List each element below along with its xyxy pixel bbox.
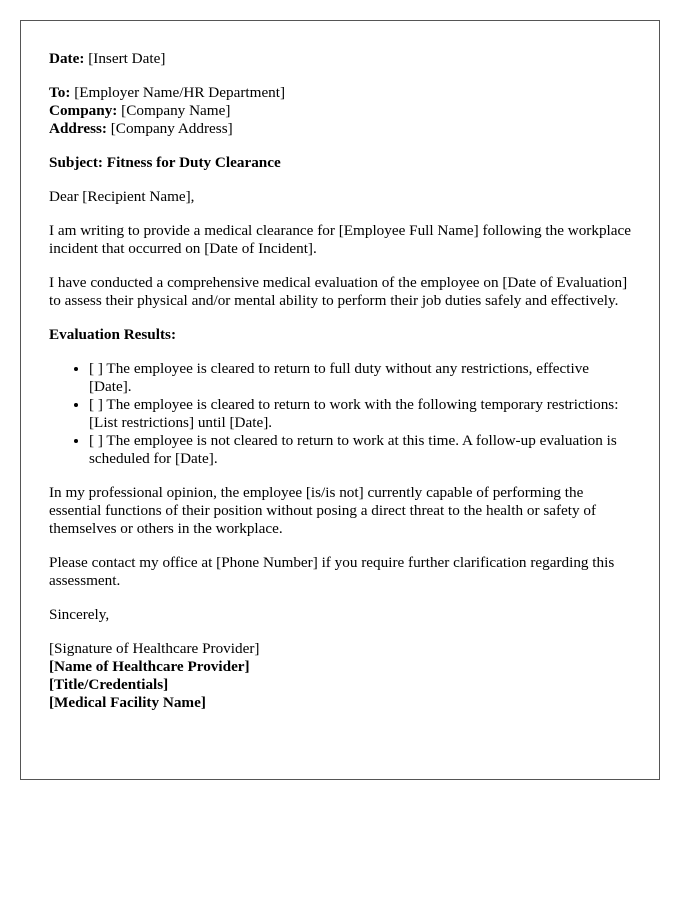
company-label: Company: <box>49 102 118 119</box>
opinion-paragraph: In my professional opinion, the employee [is/is not] currently capable of performing the essential functions of their position without posing a direct threat to the health or safety of themselves or others in the workplace. <box>49 484 597 537</box>
date-line <box>49 50 631 68</box>
provider-name-line <box>49 658 631 676</box>
result-item-full-duty: • [ ] The employee is cleared to return to full duty without any restrictions, effective [Date]. <box>89 360 631 396</box>
sign-off: Sincerely, <box>49 606 110 623</box>
signature-block <box>49 640 631 712</box>
to-value: [Employer Name/HR Department] <box>74 84 286 101</box>
subject-text: Subject: Fitness for Duty Clearance <box>49 154 281 171</box>
to-label: To: <box>49 84 71 101</box>
letter-page <box>20 20 660 780</box>
signature-line: [Signature of Healthcare Provider] <box>49 640 260 657</box>
company-line <box>49 102 631 120</box>
results-heading <box>49 326 631 344</box>
address-value: [Company Address] <box>110 120 233 137</box>
provider-name: [Name of Healthcare Provider] <box>49 658 250 675</box>
to-line <box>49 84 631 102</box>
address-label: Address: <box>49 120 107 137</box>
intro-paragraph: I am writing to provide a medical clearance for [Employee Full Name] following the workplace incident that occurred on [Date of Incident]. <box>49 222 631 257</box>
result-item-not-cleared: • [ ] The employee is not cleared to return to work at this time. A follow-up evaluation is scheduled for [Date]. <box>89 432 631 468</box>
evaluation-paragraph: I have conducted a comprehensive medical evaluation of the employee on [Date of Evaluation] to assess their physical and/or mental ability to perform their job duties safely and effectively. <box>49 274 628 309</box>
credentials-line <box>49 676 631 694</box>
result-item-restricted-duty: • [ ] The employee is cleared to return to work with the following temporary restrictions: [List restrictions] until [Date]. <box>89 396 631 432</box>
date-label: Date: <box>49 50 85 67</box>
contact-paragraph: Please contact my office at [Phone Number] if you require further clarification regarding this assessment. <box>49 554 615 589</box>
company-value: [Company Name] <box>121 102 231 119</box>
provider-credentials: [Title/Credentials] <box>49 676 169 693</box>
results-list <box>49 360 631 468</box>
date-value: [Insert Date] <box>88 50 166 67</box>
facility-name: [Medical Facility Name] <box>49 694 206 711</box>
recipient-block <box>49 84 631 138</box>
subject-line <box>49 154 631 172</box>
salutation: Dear [Recipient Name], <box>49 188 195 205</box>
address-line <box>49 120 631 138</box>
facility-line <box>49 694 631 712</box>
results-heading-text: Evaluation Results: <box>49 326 177 343</box>
